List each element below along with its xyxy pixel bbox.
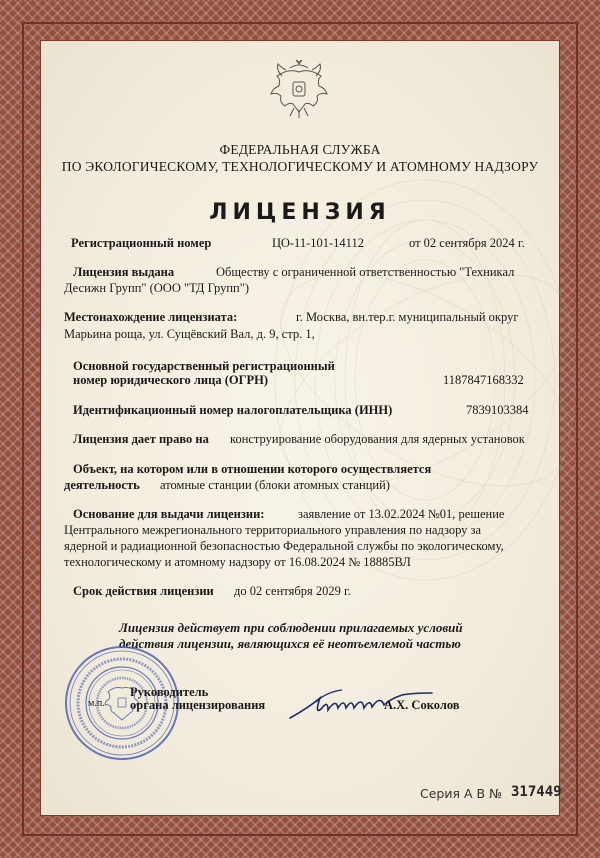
registration-date: от 02 сентября 2024 г. <box>409 236 525 250</box>
basis-line3: ядерной и радиационной безопасностью Федеральной службы по экологическому, <box>64 539 504 553</box>
agency-name-line1: ФЕДЕРАЛЬНАЯ СЛУЖБА <box>219 142 381 157</box>
inn-label: Идентификационный номер налогоплательщика (ИНН) <box>73 403 393 417</box>
issued-to-value-line1: Обществу с ограниченной ответственностью "Техникал <box>216 265 515 279</box>
basis-line2: Центрального межрегионального территориального управления по надзору за <box>64 523 482 537</box>
ogrn-label-line2: номер юридического лица (ОГРН) <box>73 373 269 387</box>
serial-label: Серия А В № <box>420 786 503 801</box>
basis-label: Основание для выдачи лицензии: <box>73 507 265 521</box>
right-value: конструирование оборудования для ядерных установок <box>230 432 525 446</box>
signer-name: А.Х. Соколов <box>384 698 460 712</box>
location-value-line1: г. Москва, вн.тер.г. муниципальный округ <box>296 310 519 324</box>
head-title-line2: органа лицензирования <box>130 698 266 712</box>
ogrn-label-line1: Основной государственный регистрационный <box>73 359 335 373</box>
object-value: атомные станции (блоки атомных станций) <box>160 478 390 492</box>
basis-line4: технологическому и атомному надзору от 16.08.2024 № 18885ВЛ <box>64 555 411 569</box>
validity-label: Срок действия лицензии <box>73 584 214 598</box>
inn-value: 7839103384 <box>466 403 529 417</box>
notice-line2: действия лицензии, являющихся её неотъемлемой частью <box>119 636 461 651</box>
seal-place-mark: м.п. <box>88 698 105 709</box>
basis-line1: заявление от 13.02.2024 №01, решение <box>298 507 505 521</box>
registration-number: ЦО-11-101-14112 <box>272 236 364 250</box>
agency-name-line2: ПО ЭКОЛОГИЧЕСКОМУ, ТЕХНОЛОГИЧЕСКОМУ И АТОМНОМУ НАДЗОРУ <box>61 159 539 174</box>
head-title-line1: Руководитель <box>130 685 209 699</box>
coat-of-arms-icon <box>268 58 330 124</box>
right-label: Лицензия дает право на <box>73 432 209 446</box>
issued-to-label: Лицензия выдана <box>73 265 175 279</box>
location-label: Местонахождение лицензиата: <box>64 310 238 324</box>
location-value-line2: Марьина роща, ул. Сущёвский Вал, д. 9, стр. 1, <box>64 327 315 341</box>
ogrn-value: 1187847168332 <box>443 373 524 387</box>
document-title: ЛИЦЕНЗИЯ <box>209 200 391 225</box>
validity-value: до 02 сентября 2029 г. <box>234 584 351 598</box>
issued-to-value-line2: Десижн Групп" (ООО "ТД Групп") <box>64 281 249 295</box>
object-label-line2: деятельность <box>64 478 140 492</box>
registration-label: Регистрационный номер <box>71 236 212 250</box>
notice-line1: Лицензия действует при соблюдении прилагаемых условий <box>119 620 463 635</box>
serial-number: 317449 <box>511 784 562 800</box>
object-label-line1: Объект, на котором или в отношении которого осуществляется <box>73 462 432 476</box>
